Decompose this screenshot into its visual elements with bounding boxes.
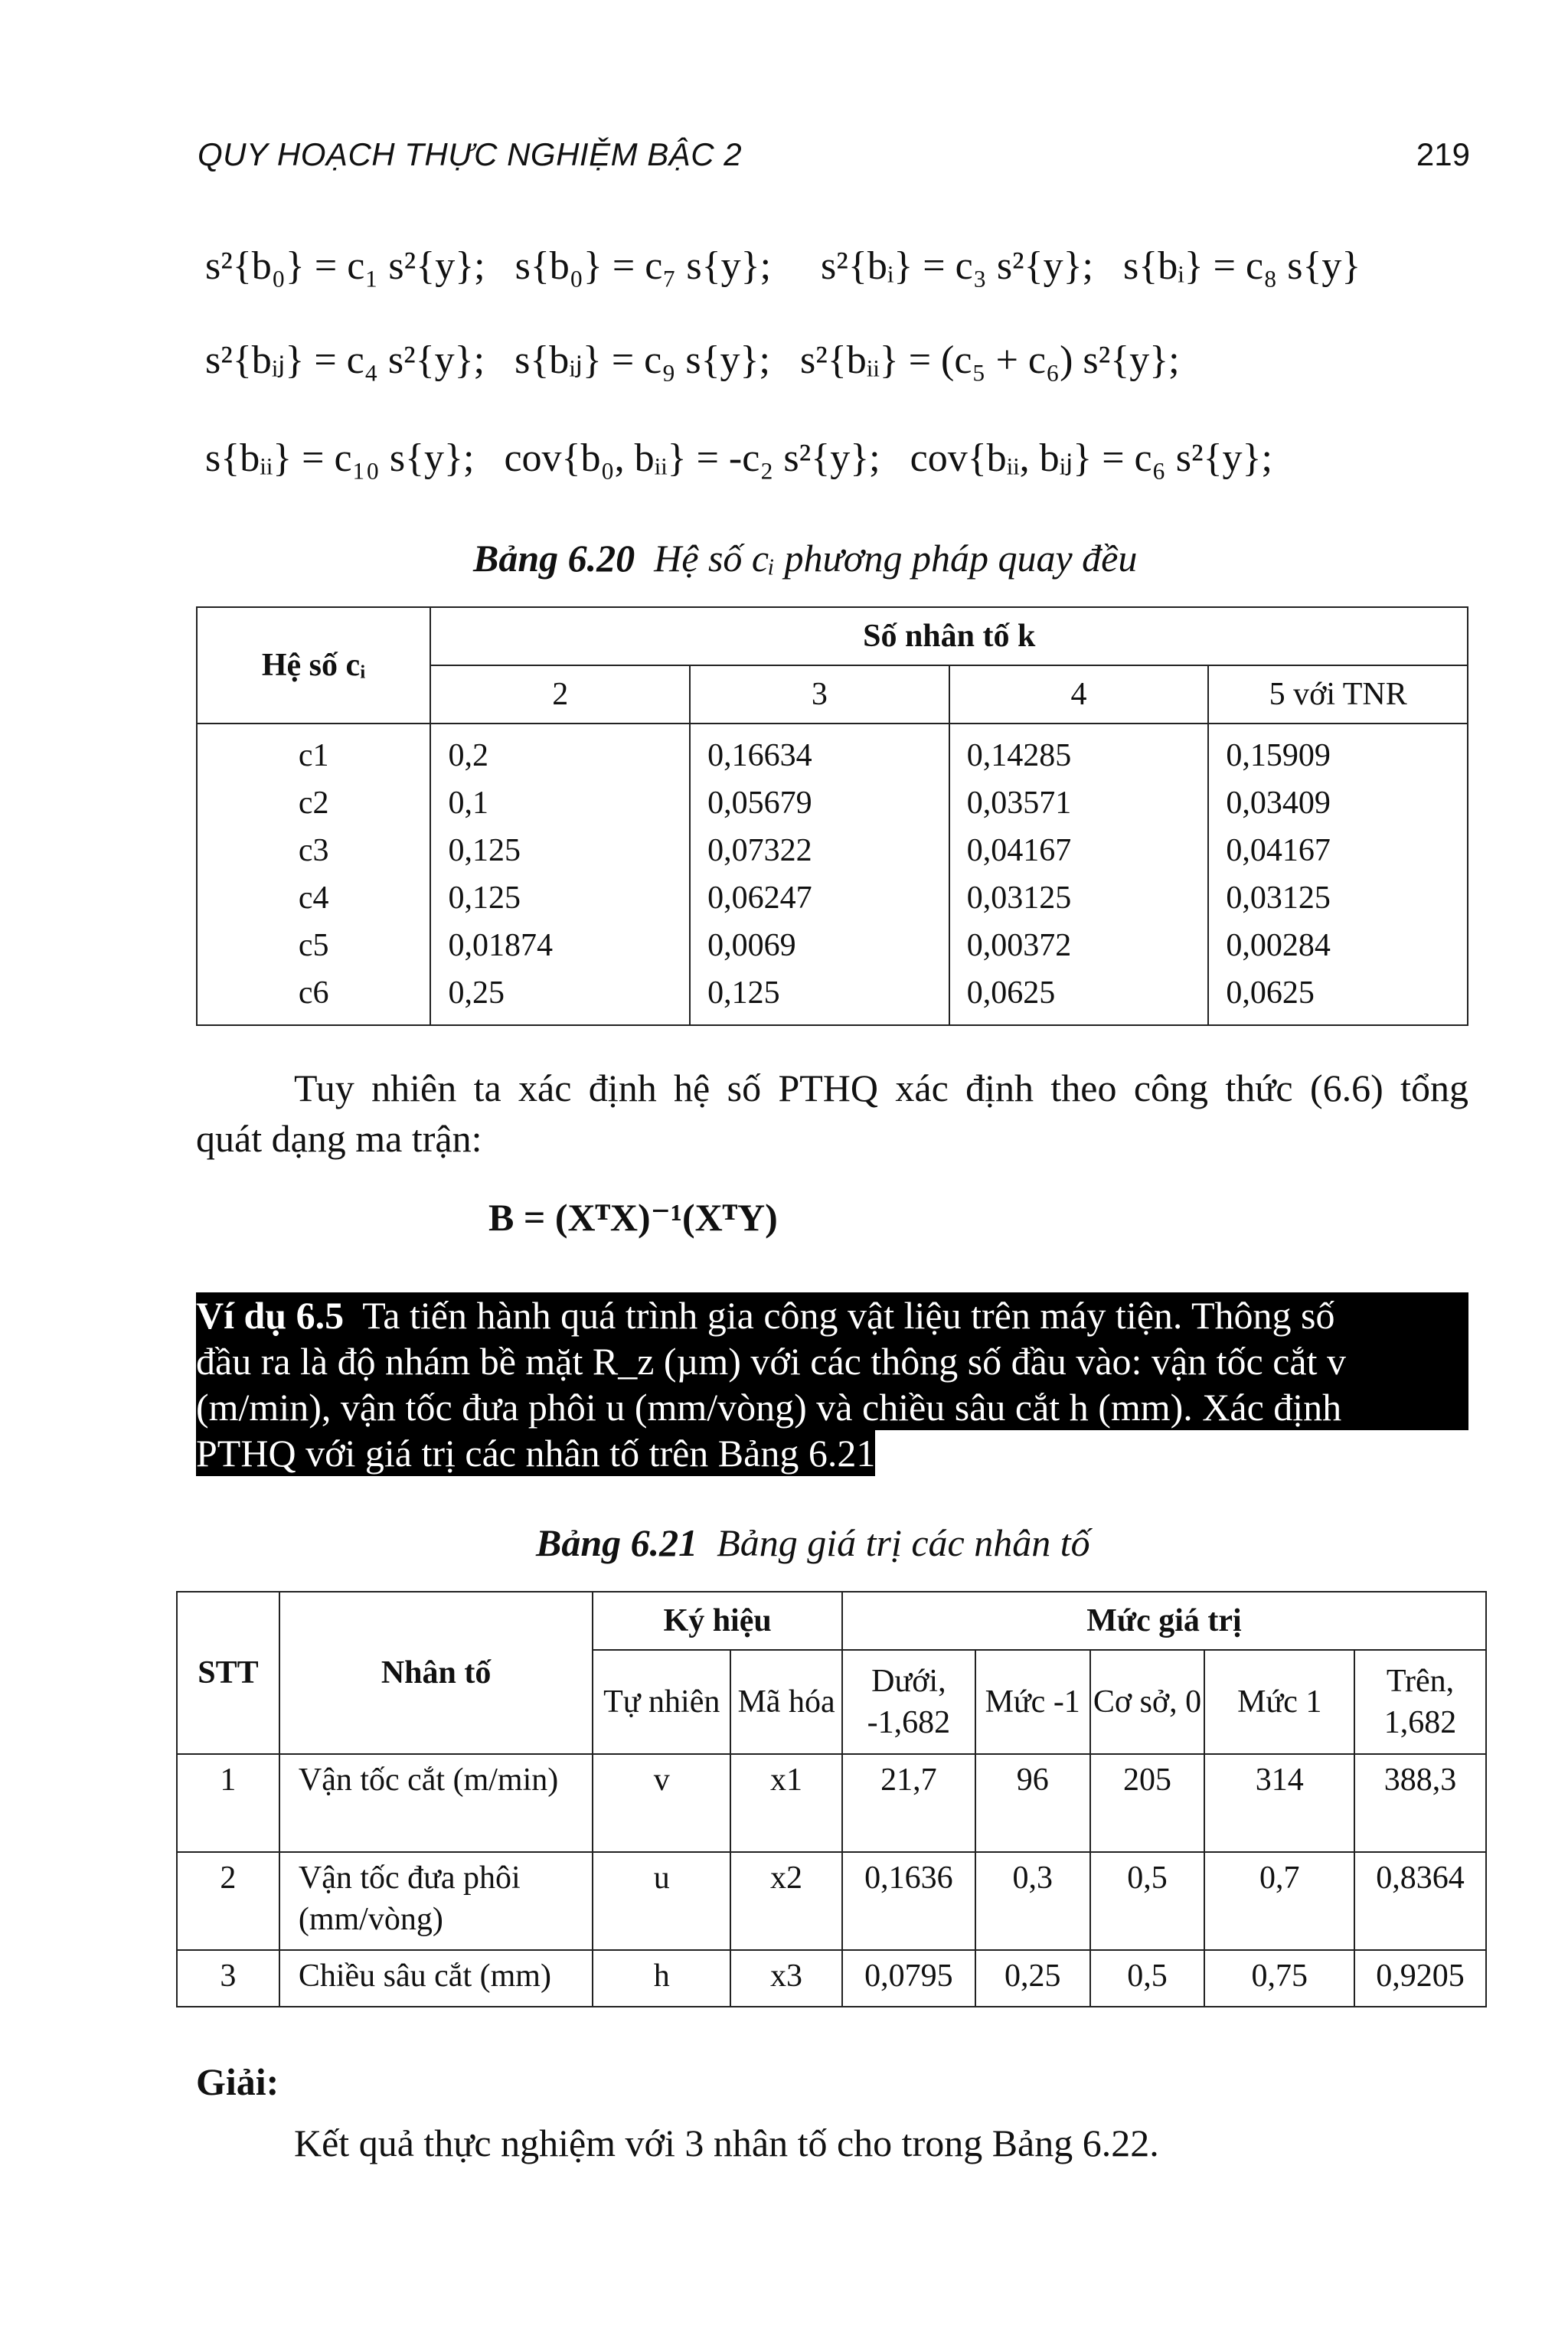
table-cell-factor: Vận tốc đưa phôi (mm/vòng) <box>279 1852 593 1950</box>
table-cell: 0,125 <box>430 827 690 874</box>
header-coded: Mã hóa <box>730 1650 842 1754</box>
table-cell-natural: v <box>593 1754 730 1852</box>
example-label: Ví dụ 6.5 <box>196 1294 345 1337</box>
table-621-caption-text: Bảng giá trị các nhân tố <box>717 1521 1090 1564</box>
header-factor: Nhân tố <box>279 1592 593 1754</box>
header-upper: Trên, 1,682 <box>1354 1650 1486 1754</box>
table-row <box>197 779 1468 827</box>
table-620-col-header: 4 <box>949 665 1209 724</box>
table-cell: 0,1 <box>430 779 690 827</box>
table-cell: 0,7 <box>1204 1852 1354 1950</box>
table-cell: 0,125 <box>430 874 690 922</box>
example-line-1 <box>196 1292 1468 1338</box>
formula-line-1 <box>205 243 1361 289</box>
formula-line-3 <box>205 435 1272 481</box>
table-620-label: c6 <box>197 969 430 1025</box>
table-620-label: c3 <box>197 827 430 874</box>
table-cell: 205 <box>1090 1754 1205 1852</box>
page-header <box>198 136 1470 182</box>
table-620-label: c1 <box>197 724 430 779</box>
table-cell-stt: 2 <box>177 1852 279 1950</box>
table-cell: 0,125 <box>690 969 949 1025</box>
table-row <box>177 1950 1486 2007</box>
table-row <box>197 969 1468 1025</box>
example-line-2: đầu ra là độ nhám bề mặt R_z (µm) với các thông số đầu vào: vận tốc cắt v <box>196 1338 1468 1384</box>
table-cell: 0,75 <box>1204 1950 1354 2007</box>
table-620-label: c2 <box>197 779 430 827</box>
table-cell: 0,16634 <box>690 724 949 779</box>
table-621 <box>176 1591 1487 2007</box>
table-cell: 0,1636 <box>842 1852 975 1950</box>
table-cell: 0,05679 <box>690 779 949 827</box>
table-cell: 0,00372 <box>949 922 1209 969</box>
table-620-caption <box>473 536 1137 580</box>
page-number: 219 <box>1416 136 1470 172</box>
table-620-label: c5 <box>197 922 430 969</box>
formula-s2-bij: s²{bᵢⱼ} = c₄ s²{y}; <box>205 338 485 382</box>
chapter-title: QUY HOẠCH THỰC NGHIỆM BẬC 2 <box>198 136 743 172</box>
formula-s-bi: s{bᵢ} = c₈ s{y} <box>1123 244 1361 288</box>
table-row <box>197 827 1468 874</box>
table-cell: 0,5 <box>1090 1852 1205 1950</box>
table-cell-natural: u <box>593 1852 730 1950</box>
header-lower: Dưới, -1,682 <box>842 1650 975 1754</box>
table-cell: 0,5 <box>1090 1950 1205 2007</box>
example-block <box>196 1292 1468 1486</box>
table-cell-coded: x2 <box>730 1852 842 1950</box>
solution-text: Kết quả thực nghiệm với 3 nhân tố cho trong Bảng 6.22. <box>294 2122 1159 2164</box>
table-621-caption <box>536 1521 1090 1565</box>
example-text: Ta tiến hành quá trình gia công vật liệu trên máy tiện. Thông số <box>362 1294 1335 1337</box>
table-cell-stt: 1 <box>177 1754 279 1852</box>
table-cell: 0,01874 <box>430 922 690 969</box>
table-cell: 0,0069 <box>690 922 949 969</box>
table-cell: 0,0625 <box>949 969 1209 1025</box>
table-cell: 0,04167 <box>1208 827 1468 874</box>
table-row <box>197 724 1468 779</box>
header-value-group: Mức giá trị <box>842 1592 1486 1650</box>
header-stt: STT <box>177 1592 279 1754</box>
table-620-col-header: 3 <box>690 665 949 724</box>
table-620-row-header: Hệ số cᵢ <box>197 607 430 724</box>
table-cell-stt: 3 <box>177 1950 279 2007</box>
table-620-col-header: 5 với TNR <box>1208 665 1468 724</box>
table-cell: 0,9205 <box>1354 1950 1486 2007</box>
table-cell: 0,15909 <box>1208 724 1468 779</box>
formula-line-2 <box>205 337 1180 383</box>
table-cell: 0,06247 <box>690 874 949 922</box>
table-cell-factor: Vận tốc cắt (m/min) <box>279 1754 593 1852</box>
table-cell: 0,03571 <box>949 779 1209 827</box>
body-paragraph <box>196 1063 1468 1164</box>
header-natural: Tự nhiên <box>593 1650 730 1754</box>
table-cell: 21,7 <box>842 1754 975 1852</box>
solution-label: Giải: <box>196 2060 279 2103</box>
header-symbol-group: Ký hiệu <box>593 1592 842 1650</box>
formula-s2-bi: s²{bᵢ} = c₃ s²{y}; <box>821 244 1094 288</box>
table-620-label: c4 <box>197 874 430 922</box>
table-cell: 0,00284 <box>1208 922 1468 969</box>
table-cell: 96 <box>975 1754 1090 1852</box>
table-cell: 314 <box>1204 1754 1354 1852</box>
table-cell-natural: h <box>593 1950 730 2007</box>
paragraph-line-1: Tuy nhiên ta xác định hệ số PTHQ xác định theo công thức (6.6) tổng <box>294 1067 1468 1109</box>
table-620-col-header: 2 <box>430 665 690 724</box>
table-cell: 0,0625 <box>1208 969 1468 1025</box>
table-row <box>177 1754 1486 1852</box>
example-line-3: (m/min), vận tốc đưa phôi u (mm/vòng) và chiều sâu cắt h (mm). Xác định <box>196 1384 1468 1430</box>
formula-s2-b0: s²{b₀} = c₁ s²{y}; <box>205 244 485 288</box>
matrix-equation: B = (XᵀX)⁻¹(XᵀY) <box>488 1196 778 1239</box>
table-cell: 0,0795 <box>842 1950 975 2007</box>
header-base: Cơ sở, 0 <box>1090 1650 1205 1754</box>
formula-s2-bii: s²{bᵢᵢ} = (c₅ + c₆) s²{y}; <box>799 338 1180 382</box>
table-620-caption-label: Bảng 6.20 <box>473 537 635 580</box>
table-cell: 0,2 <box>430 724 690 779</box>
table-cell: 0,03125 <box>1208 874 1468 922</box>
formula-cov-b0-bii: cov{b₀, bᵢᵢ} = -c₂ s²{y}; <box>504 436 880 480</box>
table-cell: 388,3 <box>1354 1754 1486 1852</box>
table-cell-coded: x3 <box>730 1950 842 2007</box>
table-621-caption-label: Bảng 6.21 <box>536 1521 698 1564</box>
table-cell: 0,14285 <box>949 724 1209 779</box>
table-cell-factor: Chiều sâu cắt (mm) <box>279 1950 593 2007</box>
table-cell: 0,07322 <box>690 827 949 874</box>
table-row <box>197 874 1468 922</box>
table-cell-coded: x1 <box>730 1754 842 1852</box>
table-cell: 0,8364 <box>1354 1852 1486 1950</box>
header-level-1: Mức 1 <box>1204 1650 1354 1754</box>
table-620-caption-text: Hệ số cᵢ phương pháp quay đều <box>654 537 1138 580</box>
table-row <box>197 922 1468 969</box>
formula-s-bii: s{bᵢᵢ} = c₁₀ s{y}; <box>205 436 475 480</box>
header-level-m1: Mức -1 <box>975 1650 1090 1754</box>
table-cell: 0,03409 <box>1208 779 1468 827</box>
paragraph-line-2: quát dạng ma trận: <box>196 1117 482 1160</box>
table-row <box>177 1852 1486 1950</box>
table-cell: 0,25 <box>975 1950 1090 2007</box>
table-cell: 0,03125 <box>949 874 1209 922</box>
table-620-group-header: Số nhân tố k <box>430 607 1468 665</box>
formula-cov-bii-bij: cov{bᵢᵢ, bᵢⱼ} = c₆ s²{y}; <box>910 436 1272 480</box>
example-line-4: PTHQ với giá trị các nhân tố trên Bảng 6.21 <box>196 1432 876 1475</box>
table-cell: 0,25 <box>430 969 690 1025</box>
table-cell: 0,04167 <box>949 827 1209 874</box>
formula-s-bij: s{bᵢⱼ} = c₉ s{y}; <box>514 338 770 382</box>
table-620 <box>196 606 1468 1026</box>
formula-s-b0: s{b₀} = c₇ s{y}; <box>514 244 772 288</box>
table-cell: 0,3 <box>975 1852 1090 1950</box>
